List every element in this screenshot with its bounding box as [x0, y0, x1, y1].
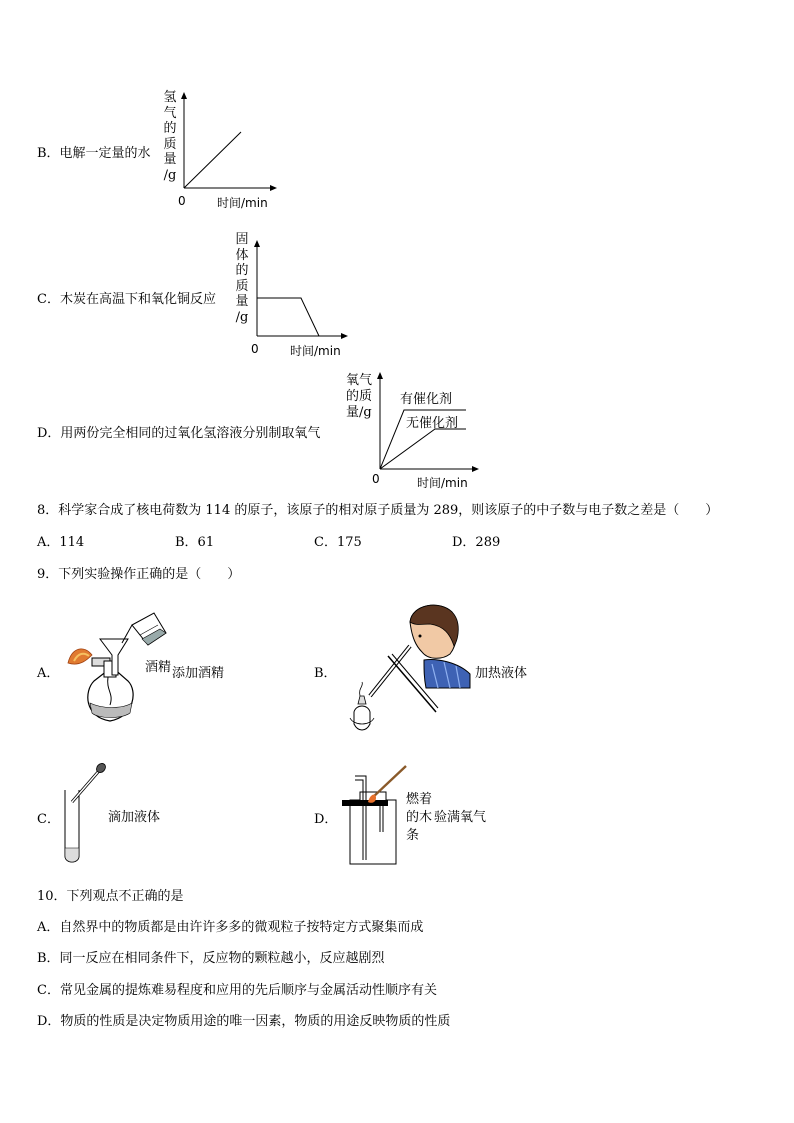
graph-d-origin: 0 [372, 472, 380, 486]
heating-liquid-illustration [340, 600, 475, 740]
graph-b-axes [160, 90, 285, 208]
graph-b-origin: 0 [178, 194, 186, 208]
q9-b-caption: 加热液体 [475, 666, 528, 681]
graph-d-ylabel: 氧气 的质 量/g [346, 373, 373, 420]
q9-d-tag1: 燃着 [406, 792, 433, 807]
stopper [342, 800, 388, 806]
graph-c [234, 232, 359, 360]
q8-option-b: B．61 [175, 535, 215, 550]
q10-option-c: C．常见金属的提炼难易程度和应用的先后顺序与金属活动性顺序有关 [37, 983, 437, 998]
q9-c-letter: C． [37, 812, 60, 827]
q8-stem: 8．科学家合成了核电荷数为 114 的原子，该原子的相对原子质量为 289，则该原子的中子数与电子数之差是（ ） [37, 503, 719, 518]
graph-c-line [257, 298, 319, 336]
q10-stem: 10．下列观点不正确的是 [37, 889, 184, 904]
graph-b-xlabel: 时间/min [217, 196, 268, 210]
q10-option-a: A．自然界中的物质都是由许许多多的微观粒子按特定方式聚集而成 [37, 920, 424, 935]
option-c-label: C．木炭在高温下和氧化铜反应 [37, 292, 216, 307]
q10-option-d: D．物质的性质是决定物质用途的唯一因素，物质的用途反映物质的性质 [37, 1014, 451, 1029]
graph-c-axes [234, 232, 359, 360]
q9-d-letter: D． [314, 812, 338, 827]
q9-stem: 9．下列实验操作正确的是（ ） [37, 567, 241, 582]
q8-option-a: A．114 [37, 535, 85, 550]
q9-c-caption: 滴加液体 [108, 810, 161, 825]
option-b-label: B．电解一定量的水 [37, 146, 151, 161]
graph-d [342, 368, 487, 492]
graph-d-line-no-catalyst [380, 429, 466, 469]
q8-option-c: C．175 [314, 535, 362, 550]
q9-a-tag: 酒精 [145, 660, 172, 675]
q9-b-letter: B． [314, 666, 337, 681]
q9-d-caption: 验满氧气 [434, 810, 487, 825]
q10-option-b: B．同一反应在相同条件下，反应物的颗粒越小，反应越剧烈 [37, 951, 385, 966]
q9-a-caption: 添加酒精 [172, 666, 225, 681]
q9-a-letter: A． [37, 666, 60, 681]
graph-b [160, 90, 285, 208]
oxygen-test-illustration [340, 762, 410, 866]
graph-d-series-catalyst: 有催化剂 [400, 392, 453, 407]
graph-b-line [184, 132, 241, 188]
graph-b-ylabel: 氢 气 的 质 量 /g [163, 90, 177, 183]
dropper-illustration [60, 762, 110, 866]
q9-d-tag3: 条 [406, 828, 420, 843]
q9-d-tag2: 的木 [406, 810, 433, 825]
option-d-label: D．用两份完全相同的过氧化氢溶液分别制取氧气 [37, 426, 321, 441]
graph-c-ylabel: 固 体 的 质 量 /g [235, 232, 249, 325]
q8-option-d: D．289 [452, 535, 501, 550]
graph-d-xlabel: 时间/min [417, 476, 468, 490]
graph-d-series-no-catalyst: 无催化剂 [406, 416, 459, 431]
graph-c-xlabel: 时间/min [290, 344, 341, 358]
graph-c-origin: 0 [251, 342, 259, 356]
